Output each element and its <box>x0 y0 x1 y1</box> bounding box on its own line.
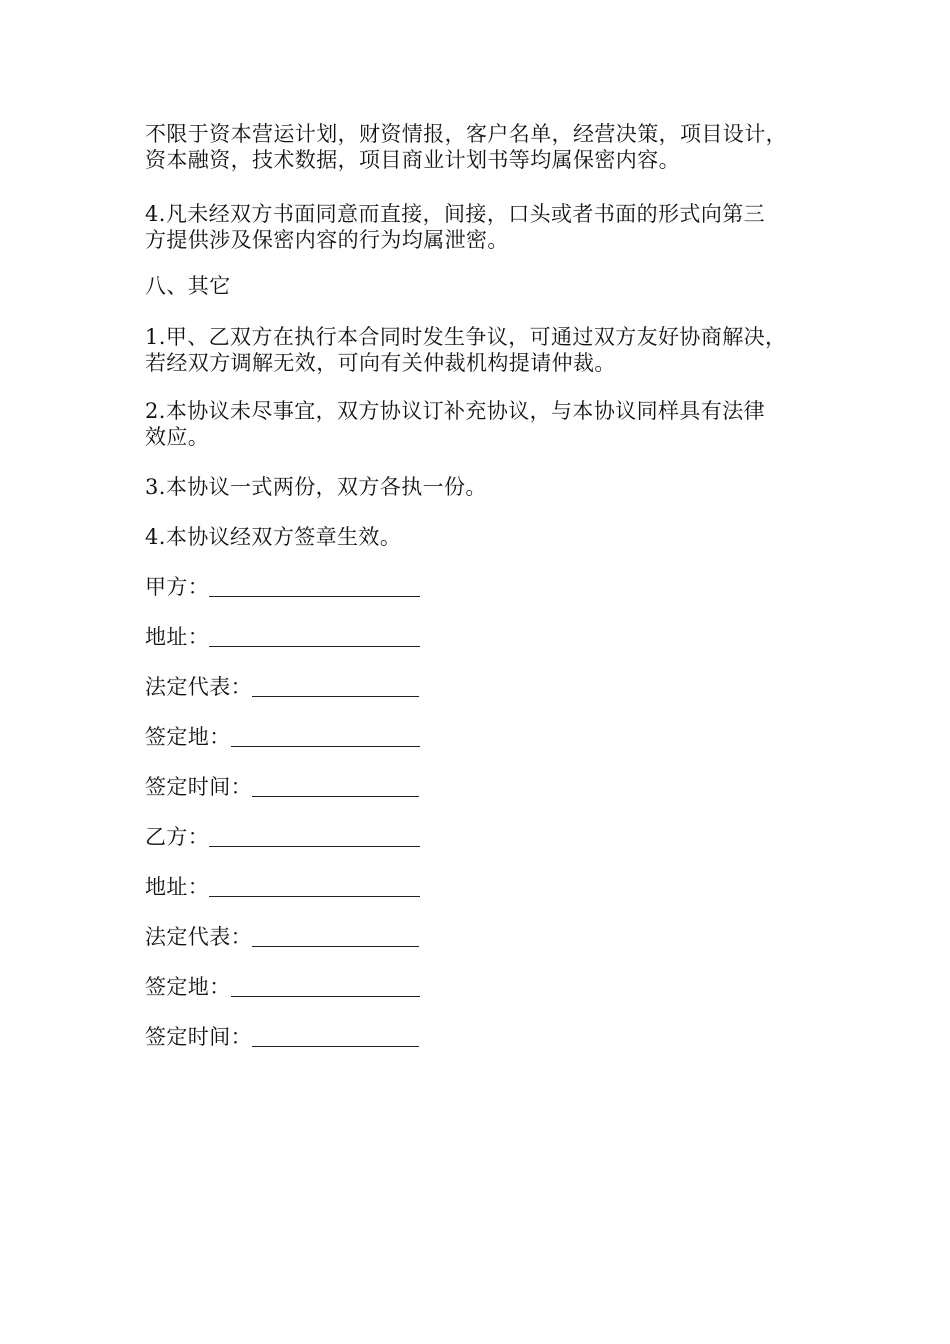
section-heading: 八、其它 <box>145 274 231 298</box>
party-a-address-blank[interactable] <box>209 628 420 647</box>
paragraph-line: 方提供涉及保密内容的行为均属泄密。 <box>145 228 509 252</box>
paragraph-line: 不限于资本营运计划，财资情报，客户名单，经营决策，项目设计， <box>145 122 787 146</box>
paragraph-line: 4.本协议经双方签章生效。 <box>145 525 402 549</box>
paragraph-clause-4b <box>145 524 401 550</box>
party-b-representative-field <box>145 924 419 950</box>
field-label: 法定代表： <box>145 675 252 699</box>
field-label: 甲方： <box>145 575 210 599</box>
field-label: 地址： <box>145 875 210 899</box>
party-b-signing-place-blank[interactable] <box>231 978 420 997</box>
paragraph-line: 1.甲、乙双方在执行本合同时发生争议，可通过双方友好协商解决， <box>145 325 787 349</box>
field-label: 签定地： <box>145 725 231 749</box>
party-a-address-field <box>145 624 420 650</box>
party-a-field <box>145 574 420 600</box>
party-a-signing-time-field <box>145 774 419 800</box>
field-label: 签定时间： <box>145 1025 252 1049</box>
party-b-address-blank[interactable] <box>209 878 420 897</box>
field-label: 乙方： <box>145 825 210 849</box>
field-label: 签定地： <box>145 975 231 999</box>
party-b-signing-time-blank[interactable] <box>252 1028 419 1047</box>
party-a-signing-time-blank[interactable] <box>252 778 419 797</box>
party-b-blank[interactable] <box>209 828 420 847</box>
paragraph-line: 效应。 <box>145 425 210 449</box>
party-a-signing-place-blank[interactable] <box>231 728 420 747</box>
paragraph-clause-4 <box>145 201 765 253</box>
field-label: 地址： <box>145 625 210 649</box>
paragraph-clause-3 <box>145 474 487 500</box>
paragraph-line: 若经双方调解无效，可向有关仲裁机构提请仲裁。 <box>145 351 616 375</box>
paragraph-line: 3.本协议一式两份，双方各执一份。 <box>145 475 487 499</box>
section-heading-other <box>145 273 231 299</box>
party-a-representative-blank[interactable] <box>252 678 419 697</box>
field-label: 法定代表： <box>145 925 252 949</box>
paragraph-line: 4.凡未经双方书面同意而直接，间接，口头或者书面的形式向第三 <box>145 202 766 226</box>
party-b-signing-place-field <box>145 974 420 1000</box>
paragraph-confidential-scope <box>145 121 787 173</box>
paragraph-line: 资本融资，技术数据，项目商业计划书等均属保密内容。 <box>145 148 680 172</box>
party-a-blank[interactable] <box>209 578 420 597</box>
party-b-representative-blank[interactable] <box>252 928 419 947</box>
field-label: 签定时间： <box>145 775 252 799</box>
party-b-field <box>145 824 420 850</box>
paragraph-clause-1 <box>145 324 786 376</box>
party-b-signing-time-field <box>145 1024 419 1050</box>
party-b-address-field <box>145 874 420 900</box>
party-a-signing-place-field <box>145 724 420 750</box>
party-a-representative-field <box>145 674 419 700</box>
paragraph-clause-2 <box>145 398 765 450</box>
paragraph-line: 2.本协议未尽事宜，双方协议订补充协议，与本协议同样具有法律 <box>145 399 766 423</box>
